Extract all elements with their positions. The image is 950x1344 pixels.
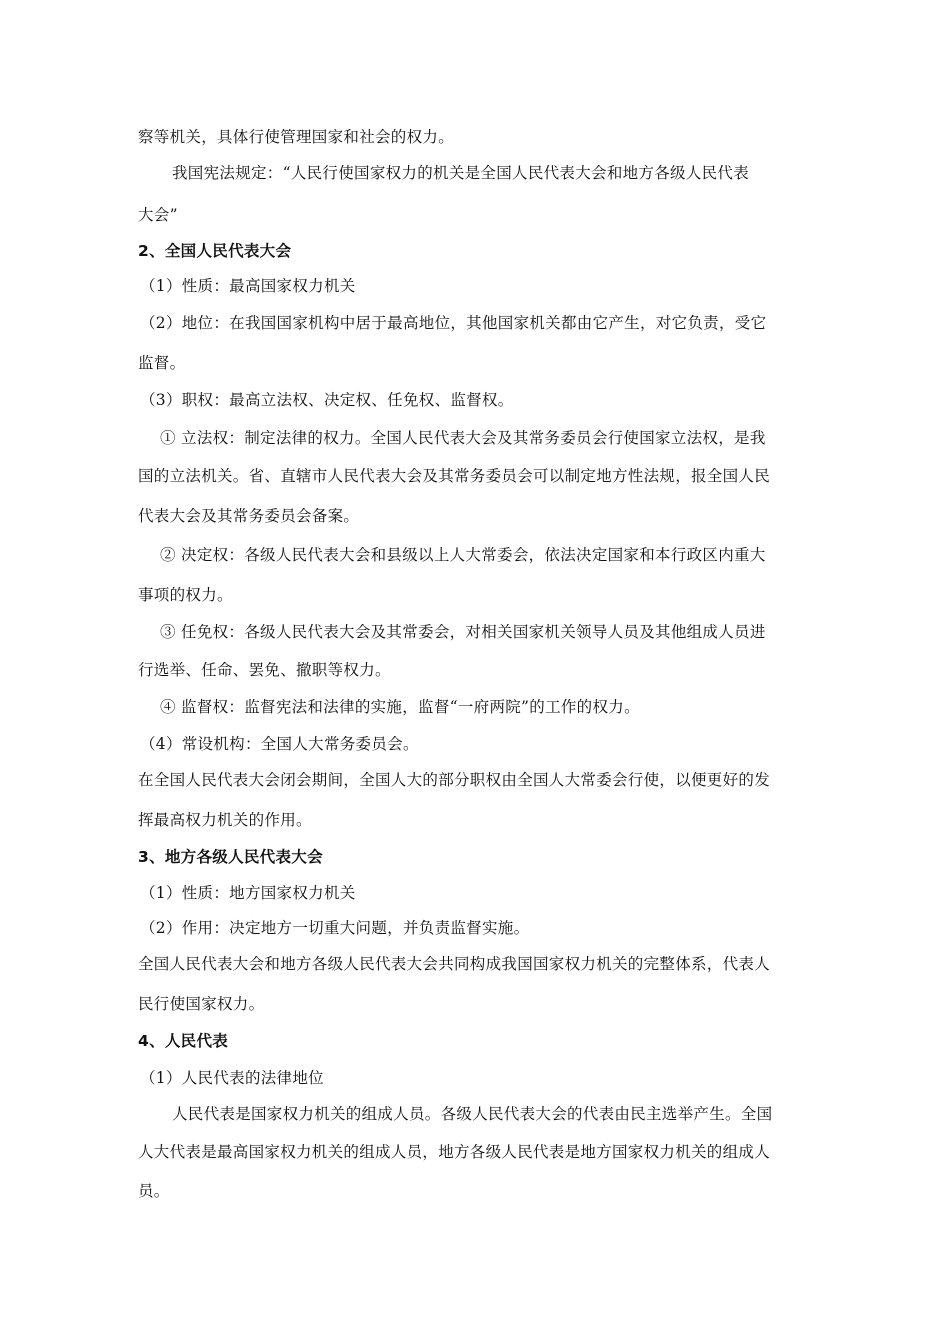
text-line: （4）常设机构：全国人大常务委员会。 (140, 735, 419, 753)
text-line: 全国人民代表大会和地方各级人民代表大会共同构成我国国家权力机关的完整体系，代表人 (138, 955, 771, 973)
text-line: 我国宪法规定：“人民行使国家权力的机关是全国人民代表大会和地方各级人民代表 (172, 164, 750, 182)
text-line: 人大代表是最高国家权力机关的组成人员，地方各级人民代表是地方国家权力机关的组成人 (138, 1143, 771, 1161)
text-line: （2）地位：在我国国家机构中居于最高地位，其他国家机关都由它产生，对它负责，受它 (140, 314, 767, 332)
text-line: 代表大会及其常务委员会备案。 (138, 507, 360, 525)
text-line: 人民代表是国家权力机关的组成人员。各级人民代表大会的代表由民主选举产生。全国 (172, 1105, 773, 1123)
text-line: （1）性质：地方国家权力机关 (140, 884, 356, 902)
text-line: （3）职权：最高立法权、决定权、任免权、监督权。 (140, 391, 514, 409)
text-line: 监督。 (138, 354, 186, 372)
text-line: 挥最高权力机关的作用。 (138, 811, 312, 829)
text-line: 行选举、任命、罢免、撤职等权力。 (138, 661, 391, 679)
text-line: 国的立法机关。省、直辖市人民代表大会及其常务委员会可以制定地方性法规，报全国人民 (138, 467, 771, 485)
section-heading: 3、地方各级人民代表大会 (138, 848, 323, 866)
text-line: 民行使国家权力。 (138, 995, 265, 1013)
section-heading: 2、全国人民代表大会 (138, 242, 292, 260)
text-line: ④ 监督权：监督宪法和法律的实施，监督“一府两院”的工作的权力。 (160, 698, 640, 716)
text-line: 员。 (138, 1182, 170, 1200)
text-line: ③ 任免权：各级人民代表大会及其常委会，对相关国家机关领导人员及其他组成人员进 (160, 623, 766, 641)
text-line: 大会” (138, 206, 178, 224)
text-line: ② 决定权：各级人民代表大会和县级以上人大常委会，依法决定国家和本行政区内重大 (160, 546, 766, 564)
text-line: 在全国人民代表大会闭会期间，全国人大的部分职权由全国人大常委会行使，以便更好的发 (138, 771, 771, 789)
text-line: （2）作用：决定地方一切重大问题，并负责监督实施。 (140, 919, 530, 937)
section-heading: 4、人民代表 (138, 1032, 229, 1050)
text-line: 察等机关，具体行使管理国家和社会的权力。 (138, 128, 455, 146)
text-line: （1）性质：最高国家权力机关 (140, 277, 356, 295)
text-line: ① 立法权：制定法律的权力。全国人民代表大会及其常务委员会行使国家立法权，是我 (160, 429, 766, 447)
text-line: （1）人民代表的法律地位 (140, 1069, 324, 1087)
text-line: 事项的权力。 (138, 586, 233, 604)
